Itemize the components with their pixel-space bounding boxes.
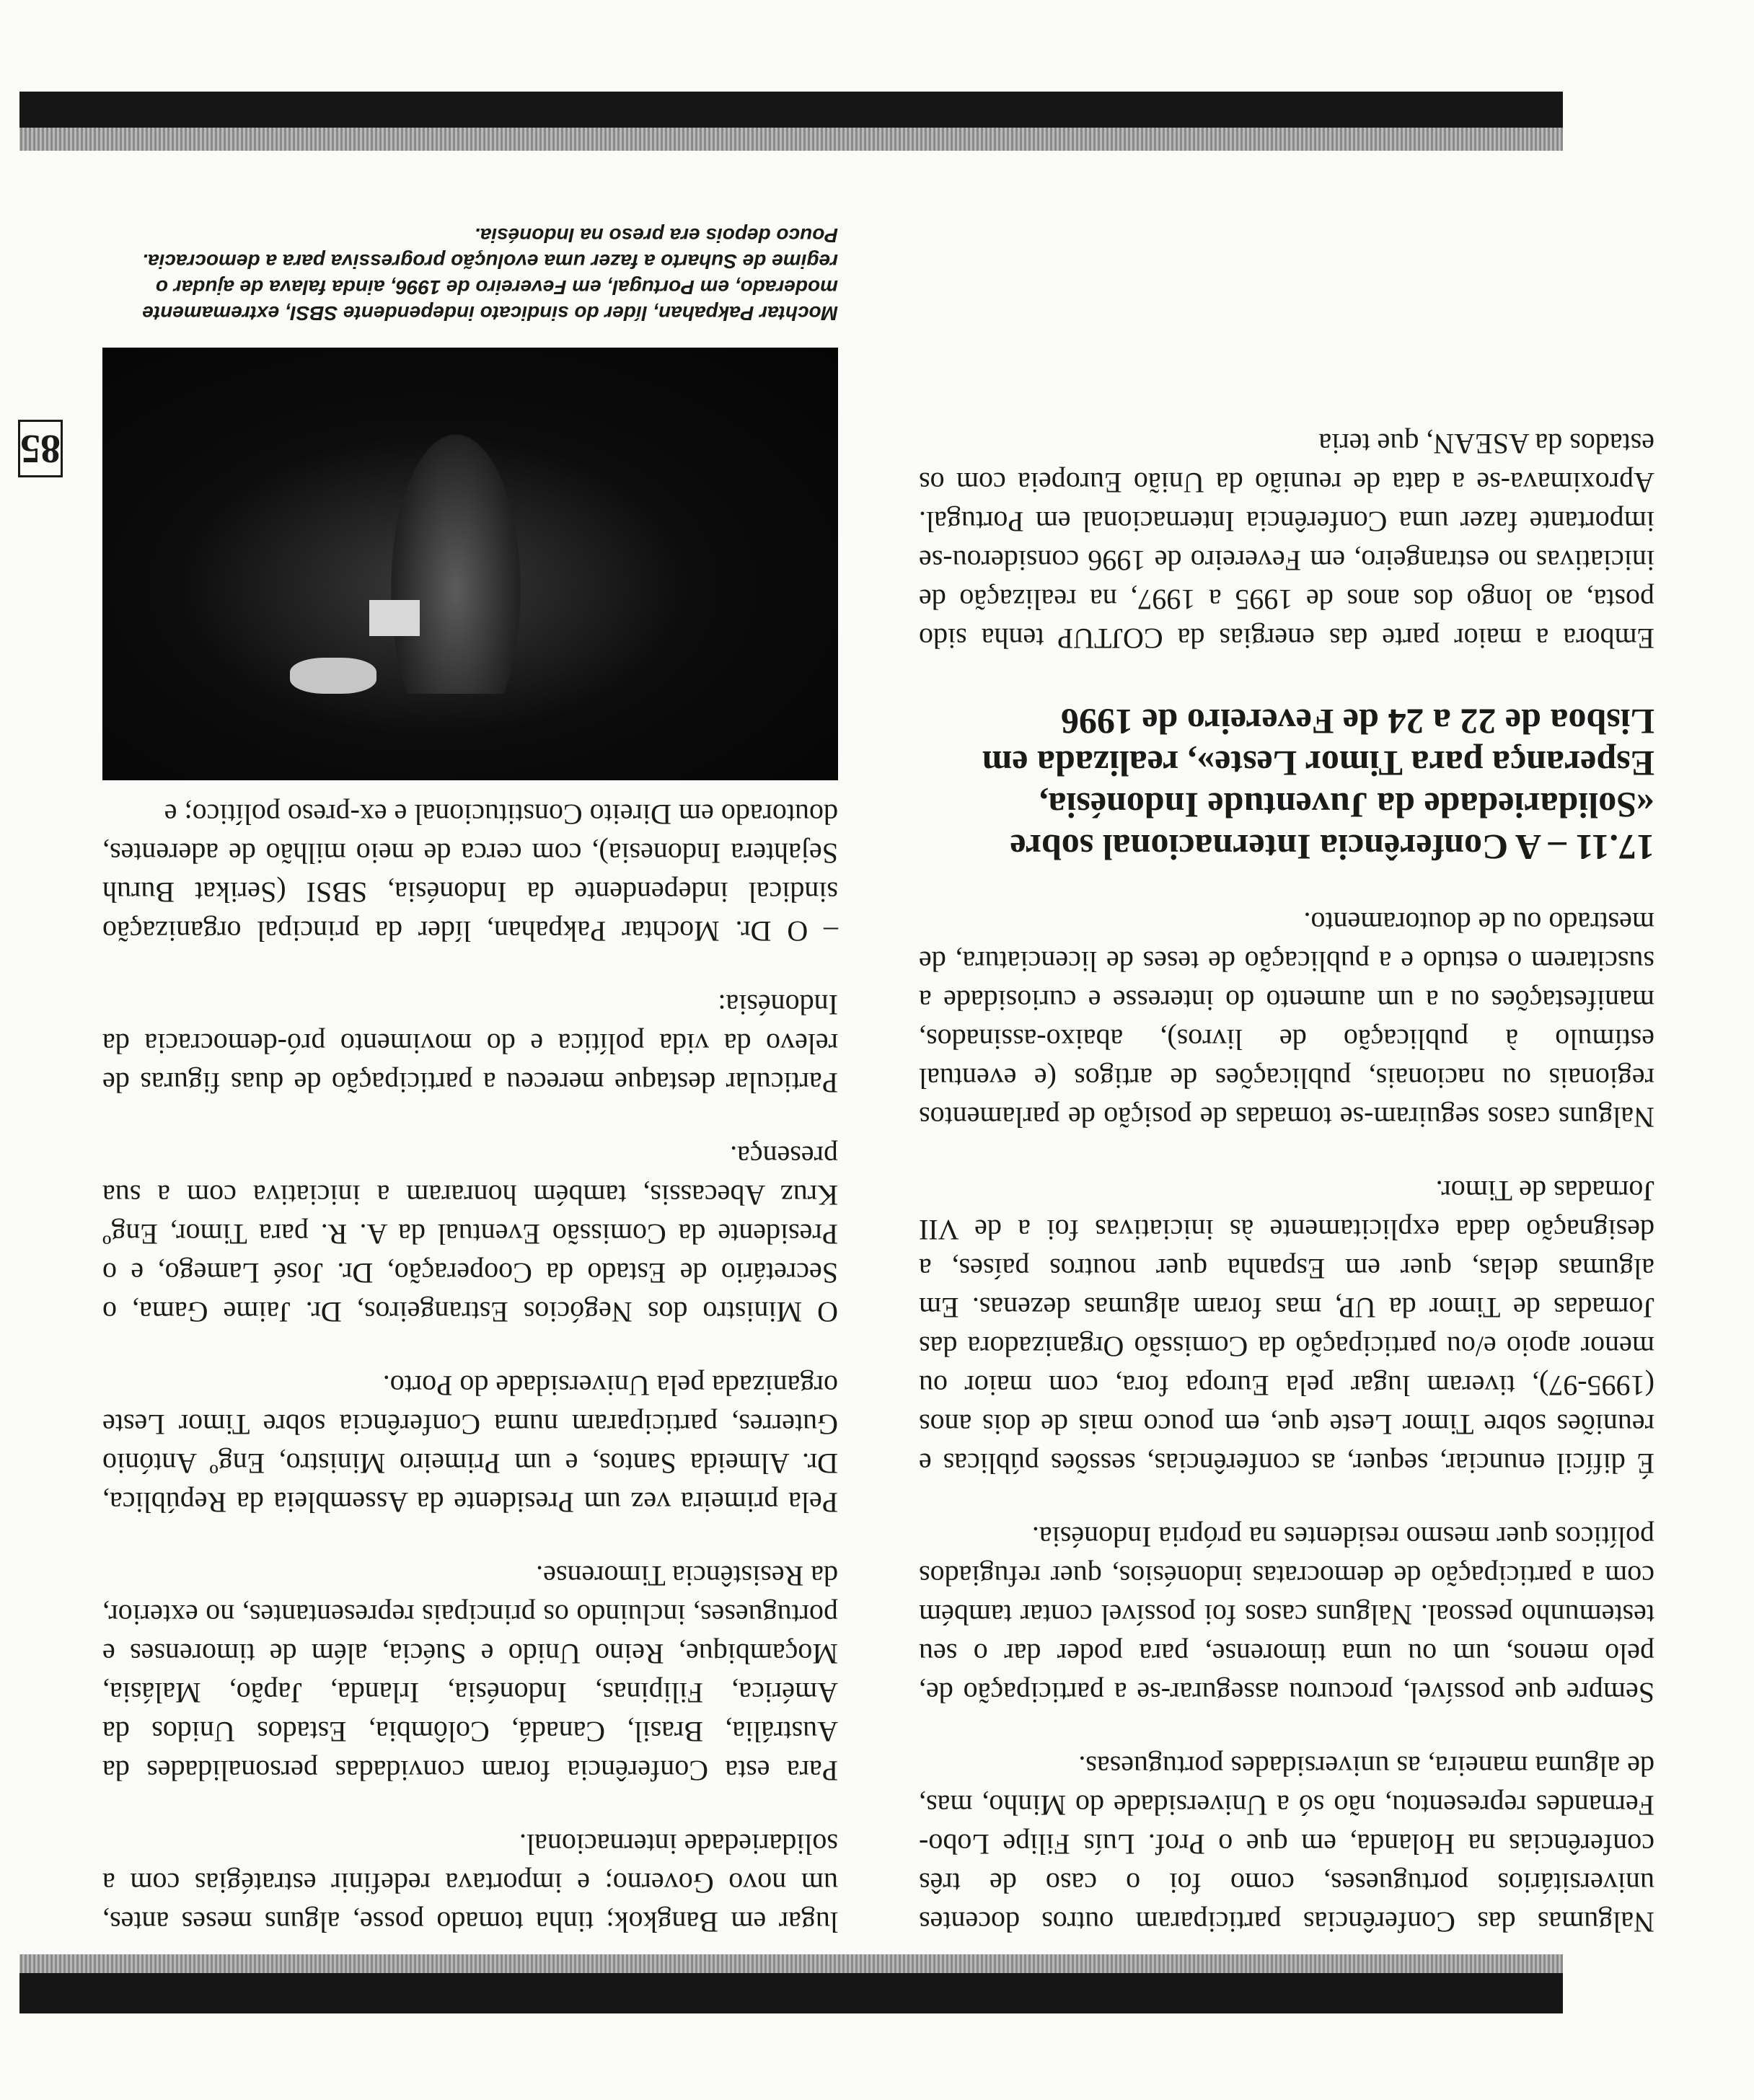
section-heading: 17.11 – A Conferência Internacional sobre «Solidariedade da Juventude Indonésia, Esperança para Timor Leste», realizada em Lisboa de 22 a 24 de Fevereiro de 1996 [982, 702, 1654, 868]
paragraph: Nalguns casos seguiram-se tomadas de posição de parlamentos regionais ou nacionais, publicações de artigos (e eventual estímulo à publicação de livros), abaixo-assinados, manifestações ou a um aumento do interesse e curiosidade a suscitarem o estudo e a publicação de teses de licenciatura, de mestrado ou de doutoramento. [919, 906, 1654, 1134]
paragraph: lugar em Bangkok; tinha tomado posse, alguns meses antes, um novo Governo; e importava redefinir estratégias com a solidariedade internacional. [102, 1828, 838, 1938]
top-decorative-band [19, 1973, 1563, 2013]
paragraph: O Ministro dos Negócios Estrangeiros, Dr. Jaime Gama, o Secretário de Estado da Cooperação, Dr. José Lamego, e o Presidente da Comissão Eventual da A. R. para Timor, Engº Kruz Abecassis, também honraram a iniciativa com a sua presença. [102, 1140, 838, 1328]
bottom-decorative-band [19, 92, 1563, 128]
paragraph: Sempre que possível, procurou assegurar-se a participação de, pelo menos, um ou uma timorense, para poder dar o seu testemunho pessoal. Nalguns casos foi possível contar também com a participação de democratas indonésios, quer refugiados políticos quer mesmo residentes na própria Indonésia. [919, 1521, 1654, 1709]
paragraph: Particular destaque mereceu a participação de duas figuras de relevo da vida política e do movimento pró-democracia da Indonésia: [102, 989, 838, 1099]
left-column [919, 424, 1654, 1941]
paragraph: – O Dr. Mochtar Pakpahan, líder da principal organização sindical independente da Indonésia, SBSI (Serikat Buruh Sejahtera Indonesia), com cerca de meio milhão de aderentes, doutorado em Direito Constitucional e ex-preso político; e [102, 798, 838, 948]
paragraph: Nalgumas das Conferências participaram outros docentes universitários portugueses, como foi o caso de três conferências na Holanda, em que o Prof. Luís Filipe Lobo-Fernandes representou, não só a Universidade do Minho, mas, de alguma maneira, as universidades portuguesas. [919, 1750, 1654, 1938]
photograph [102, 348, 838, 780]
paragraph: Pela primeira vez um Presidente da Assembleia da República, Dr. Almeida Santos, e um Primeiro Ministro, Engº António Guterres, participaram numa Conferência sobre Timor Leste organizada pela Universidade do Porto. [102, 1369, 838, 1519]
paragraph: Para esta Conferência foram convidadas personalidades da Austrália, Brasil, Canadá, Colômbia, Estados Unidos da América, Filipinas, Indonésia, Irlanda, Japão, Malásia, Moçambique, Reino Unido e Suécia, além de timorenses e portugueses, incluindo os principais representantes, no exterior, da Resistência Timorense. [102, 1560, 838, 1787]
photo-highlight [290, 658, 376, 694]
right-column [102, 222, 838, 1941]
photo-caption: Mochtar Pakpahan, líder do sindicato independente SBSI, extremamente moderado, em Portugal, em Fevereiro de 1996, ainda falava de ajudar o regime de Suharto a fazer uma evolução progressiva para a democracia. Pouco depois era preso na Indonésia. [142, 224, 838, 325]
photo-figure [391, 434, 521, 694]
paragraph: Embora a maior parte das energias da COJTUP tenha sido posta, ao longo dos anos de 1995 a 1997, na realização de iniciativas no estrangeiro, em Fevereiro de 1996 considerou-se importante fazer uma Conferência Internacional em Portugal. Aproximava-se a data de reunião da União Europeia com os estados da ASEAN, que teria [919, 428, 1654, 655]
paragraph: É difícil enunciar, sequer, as conferências, sessões públicas e reuniões sobre Timor Leste que, em pouco mais de dois anos (1995-97), tiveram lugar pela Europa fora, com maior ou menor apoio e/ou participação da Comissão Organizadora das Jornadas de Timor da UP, mas foram algumas dezenas. Em algumas delas, quer em Espanha quer noutros países, a designação dada explicitamente às iniciativas foi a de VII Jornadas de Timor. [919, 1175, 1654, 1480]
page-number: 85 [18, 420, 63, 477]
photo-paper [369, 600, 420, 636]
